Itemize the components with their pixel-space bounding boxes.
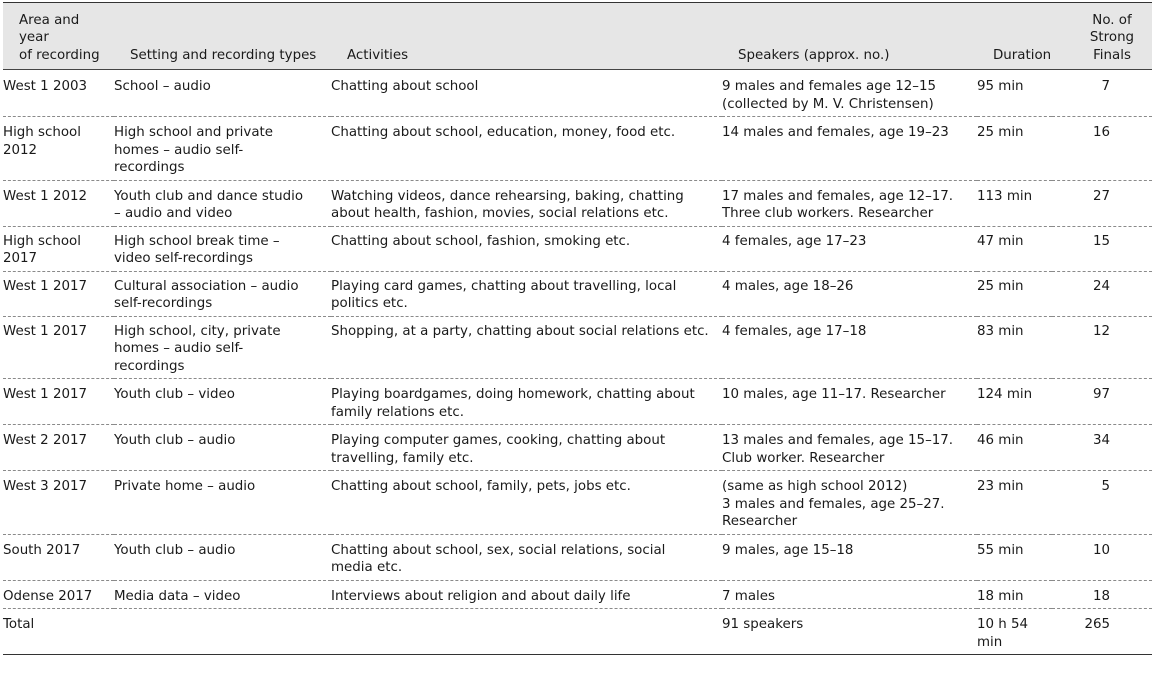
cell-area-line: 2017 bbox=[3, 251, 38, 266]
cell-activities-line: politics etc. bbox=[331, 296, 408, 311]
cell-duration-line: 55 min bbox=[977, 542, 1024, 558]
cell-setting-line: Youth club – audio bbox=[114, 542, 236, 558]
table-row bbox=[3, 70, 1152, 117]
cell-finals: 5 bbox=[1101, 479, 1110, 494]
cell-activities bbox=[331, 534, 722, 580]
header-finals-line: No. of bbox=[1092, 12, 1132, 28]
cell-area bbox=[3, 580, 114, 609]
cell-finals: 7 bbox=[1101, 79, 1110, 94]
cell-speakers bbox=[722, 316, 977, 379]
table-row bbox=[3, 534, 1152, 580]
cell-setting-line: Youth club – video bbox=[114, 387, 235, 402]
cell-activities-line: Chatting about school, fashion, smoking etc. bbox=[331, 233, 631, 249]
cell-speakers bbox=[722, 180, 977, 226]
cell-activities bbox=[331, 226, 722, 271]
table-row bbox=[3, 471, 1152, 535]
cell-speakers bbox=[722, 580, 977, 609]
cell-area-line: West 2 2017 bbox=[3, 433, 88, 448]
cell-activities-line: Playing computer games, cooking, chatting about bbox=[331, 433, 666, 448]
cell-setting-line: self-recordings bbox=[114, 296, 213, 311]
cell-setting bbox=[114, 117, 331, 181]
cell-duration bbox=[977, 471, 1052, 535]
cell-finals: 24 bbox=[1092, 278, 1110, 294]
header-area-line: Area and year bbox=[19, 12, 80, 45]
cell-setting-line: recordings bbox=[114, 358, 185, 374]
cell-finals: 12 bbox=[1092, 323, 1110, 339]
cell-activities bbox=[331, 471, 722, 535]
cell-setting bbox=[114, 534, 331, 580]
cell-setting-line: Private home – audio bbox=[114, 479, 256, 494]
cell-speakers-line: 17 males and females, age 12–17. bbox=[722, 188, 954, 204]
cell-area bbox=[3, 271, 114, 316]
cell-duration-line: 124 min bbox=[977, 387, 1033, 402]
header-area bbox=[3, 3, 114, 70]
header-finals-line: Finals bbox=[1093, 47, 1131, 63]
cell-area-line: West 1 2012 bbox=[3, 188, 88, 204]
table-row bbox=[3, 271, 1152, 316]
cell-activities bbox=[331, 609, 722, 655]
cell-duration-line: 23 min bbox=[977, 479, 1024, 494]
cell-duration-line: 10 h 54 bbox=[977, 617, 1029, 632]
cell-duration-line: 18 min bbox=[977, 588, 1024, 604]
cell-speakers bbox=[722, 379, 977, 425]
cell-setting-line: – audio and video bbox=[114, 206, 233, 221]
cell-duration bbox=[977, 70, 1052, 117]
cell-activities-line: Interviews about religion and about daily life bbox=[331, 588, 631, 604]
cell-activities-line: Chatting about school, education, money, food etc. bbox=[331, 125, 676, 140]
cell-area-line: High school bbox=[3, 233, 81, 249]
cell-duration bbox=[977, 609, 1052, 655]
cell-setting bbox=[114, 425, 331, 471]
cell-area-line: Total bbox=[3, 617, 35, 632]
cell-area-line: West 1 2017 bbox=[3, 387, 88, 402]
cell-speakers-line: 4 males, age 18–26 bbox=[722, 278, 854, 294]
total-row bbox=[3, 609, 1152, 655]
cell-activities bbox=[331, 580, 722, 609]
cell-activities-line: Chatting about school, sex, social relations, social bbox=[331, 542, 666, 558]
cell-duration-line: 95 min bbox=[977, 79, 1024, 94]
cell-duration bbox=[977, 316, 1052, 379]
cell-duration-line: 46 min bbox=[977, 433, 1024, 448]
cell-duration-line: 83 min bbox=[977, 323, 1024, 339]
cell-setting bbox=[114, 609, 331, 655]
cell-activities bbox=[331, 117, 722, 181]
cell-area bbox=[3, 471, 114, 535]
table-row bbox=[3, 117, 1152, 181]
cell-area-line: West 1 2017 bbox=[3, 278, 88, 294]
table-header bbox=[3, 3, 1152, 70]
header-area-line: of recording bbox=[19, 47, 100, 63]
cell-setting-line: Cultural association – audio bbox=[114, 278, 299, 294]
cell-activities bbox=[331, 379, 722, 425]
cell-setting-line: video self-recordings bbox=[114, 251, 254, 266]
table-row bbox=[3, 379, 1152, 425]
cell-finals: 265 bbox=[1084, 617, 1110, 632]
header-setting: Setting and recording types bbox=[130, 47, 317, 63]
cell-activities bbox=[331, 425, 722, 471]
cell-activities-line: about health, fashion, movies, social relations etc. bbox=[331, 206, 669, 221]
cell-duration bbox=[977, 271, 1052, 316]
cell-activities-line: Watching videos, dance rehearsing, baking, chatting bbox=[331, 188, 684, 204]
cell-area bbox=[3, 180, 114, 226]
cell-speakers bbox=[722, 271, 977, 316]
cell-setting bbox=[114, 379, 331, 425]
table-row bbox=[3, 425, 1152, 471]
cell-setting bbox=[114, 471, 331, 535]
cell-speakers-line: 3 males and females, age 25–27. bbox=[722, 496, 945, 512]
cell-speakers bbox=[722, 471, 977, 535]
recordings-table bbox=[3, 2, 1152, 655]
cell-duration bbox=[977, 180, 1052, 226]
cell-activities-line: family relations etc. bbox=[331, 404, 464, 420]
cell-duration-line: min bbox=[977, 634, 1003, 650]
cell-finals: 16 bbox=[1092, 125, 1110, 140]
cell-activities bbox=[331, 70, 722, 117]
cell-setting bbox=[114, 271, 331, 316]
header-activities: Activities bbox=[347, 47, 409, 63]
cell-activities-line: Playing card games, chatting about travelling, local bbox=[331, 278, 677, 294]
cell-activities bbox=[331, 316, 722, 379]
cell-area-line: West 1 2017 bbox=[3, 323, 88, 339]
header-finals-line: Strong bbox=[1089, 30, 1135, 45]
cell-speakers bbox=[722, 534, 977, 580]
cell-speakers-line: Researcher bbox=[722, 514, 798, 529]
cell-duration bbox=[977, 117, 1052, 181]
cell-setting-line: homes – audio self- bbox=[114, 142, 244, 158]
cell-activities-line: Chatting about school bbox=[331, 79, 479, 94]
cell-area bbox=[3, 609, 114, 655]
cell-speakers-line: 91 speakers bbox=[722, 617, 804, 632]
cell-activities-line: Chatting about school, family, pets, jobs etc. bbox=[331, 479, 631, 494]
cell-area-line: 2012 bbox=[3, 142, 38, 158]
cell-duration bbox=[977, 580, 1052, 609]
cell-finals: 27 bbox=[1092, 188, 1110, 204]
cell-setting-line: School – audio bbox=[114, 79, 211, 94]
cell-speakers-line: Club worker. Researcher bbox=[722, 450, 885, 466]
cell-speakers-line: 14 males and females, age 19–23 bbox=[722, 125, 949, 140]
cell-area-line: Odense 2017 bbox=[3, 588, 93, 604]
cell-activities-line: travelling, family etc. bbox=[331, 450, 474, 466]
cell-speakers bbox=[722, 609, 977, 655]
cell-activities-line: Playing boardgames, doing homework, chatting about bbox=[331, 387, 695, 402]
cell-speakers-line: 9 males and females age 12–15 bbox=[722, 79, 937, 94]
cell-area bbox=[3, 534, 114, 580]
table-row bbox=[3, 226, 1152, 271]
cell-activities-line: media etc. bbox=[331, 560, 403, 575]
table-row bbox=[3, 580, 1152, 609]
cell-area bbox=[3, 70, 114, 117]
cell-duration-line: 47 min bbox=[977, 233, 1024, 249]
cell-speakers-line: 4 females, age 17–18 bbox=[722, 323, 867, 339]
cell-speakers bbox=[722, 226, 977, 271]
header-speakers: Speakers (approx. no.) bbox=[738, 47, 890, 63]
cell-area bbox=[3, 226, 114, 271]
cell-setting-line: Youth club – audio bbox=[114, 433, 236, 448]
cell-speakers-line: 9 males, age 15–18 bbox=[722, 542, 854, 558]
cell-duration-line: 25 min bbox=[977, 125, 1024, 140]
cell-area-line: High school bbox=[3, 125, 81, 140]
cell-duration bbox=[977, 425, 1052, 471]
cell-speakers-line: Three club workers. Researcher bbox=[722, 206, 934, 221]
cell-speakers-line: 4 females, age 17–23 bbox=[722, 233, 867, 249]
cell-setting-line: High school break time – bbox=[114, 233, 280, 249]
cell-duration bbox=[977, 226, 1052, 271]
header-duration: Duration bbox=[993, 47, 1052, 63]
cell-area-line: South 2017 bbox=[3, 542, 81, 558]
cell-area-line: West 1 2003 bbox=[3, 79, 88, 94]
cell-activities bbox=[331, 180, 722, 226]
cell-speakers-line: 7 males bbox=[722, 588, 775, 604]
cell-setting bbox=[114, 226, 331, 271]
cell-setting bbox=[114, 70, 331, 117]
cell-duration bbox=[977, 379, 1052, 425]
cell-speakers-line: (same as high school 2012) bbox=[722, 479, 908, 494]
table-row bbox=[3, 316, 1152, 379]
cell-duration-line: 25 min bbox=[977, 278, 1024, 294]
cell-area bbox=[3, 379, 114, 425]
cell-area bbox=[3, 117, 114, 181]
header-row bbox=[3, 3, 1152, 70]
cell-setting bbox=[114, 180, 331, 226]
cell-speakers-line: 10 males, age 11–17. Researcher bbox=[722, 387, 946, 402]
cell-speakers bbox=[722, 70, 977, 117]
cell-setting bbox=[114, 580, 331, 609]
cell-duration bbox=[977, 534, 1052, 580]
cell-speakers bbox=[722, 117, 977, 181]
cell-area bbox=[3, 316, 114, 379]
cell-duration-line: 113 min bbox=[977, 188, 1033, 204]
cell-setting-line: High school and private bbox=[114, 125, 274, 140]
cell-speakers bbox=[722, 425, 977, 471]
cell-speakers-line: (collected by M. V. Christensen) bbox=[722, 96, 934, 112]
cell-activities-line: Shopping, at a party, chatting about social relations etc. bbox=[331, 323, 709, 339]
cell-activities bbox=[331, 271, 722, 316]
cell-finals: 18 bbox=[1092, 588, 1110, 604]
cell-setting-line: homes – audio self- bbox=[114, 341, 244, 356]
cell-finals: 10 bbox=[1092, 542, 1110, 558]
table-body bbox=[3, 70, 1152, 655]
cell-setting-line: Media data – video bbox=[114, 588, 241, 604]
cell-finals: 15 bbox=[1092, 233, 1110, 249]
cell-area bbox=[3, 425, 114, 471]
cell-speakers-line: 13 males and females, age 15–17. bbox=[722, 433, 954, 448]
cell-area-line: West 3 2017 bbox=[3, 479, 88, 494]
cell-finals: 34 bbox=[1092, 433, 1110, 448]
cell-finals: 97 bbox=[1092, 387, 1110, 402]
cell-setting-line: Youth club and dance studio bbox=[114, 188, 304, 204]
cell-setting-line: High school, city, private bbox=[114, 323, 281, 339]
table-row bbox=[3, 180, 1152, 226]
header-finals bbox=[1052, 3, 1152, 70]
cell-setting-line: recordings bbox=[114, 160, 185, 175]
cell-setting bbox=[114, 316, 331, 379]
